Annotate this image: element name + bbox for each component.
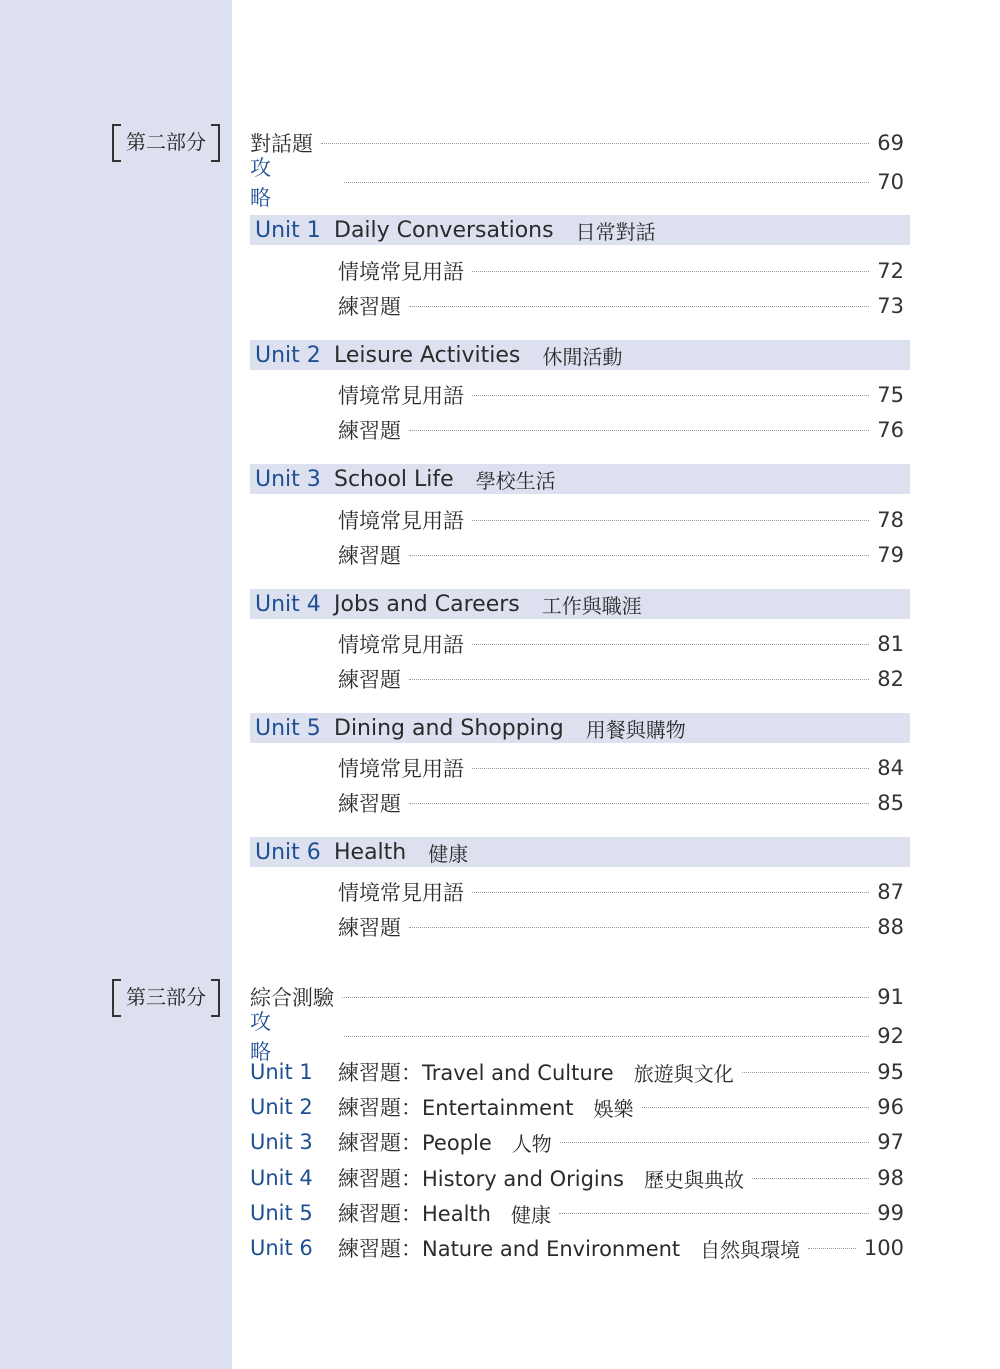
entry-label-zh: 娛樂 (593, 1096, 634, 1121)
entry-label-zh: 歷史與典故 (643, 1167, 744, 1192)
dot-leader (344, 1036, 869, 1037)
unit-number: Unit 3 (255, 466, 321, 492)
page-number: 76 (877, 418, 904, 442)
toc-entry[interactable] (250, 1233, 904, 1263)
page-number: 84 (877, 756, 904, 780)
page-number: 73 (877, 294, 904, 318)
entry-label: 練習題 (338, 419, 401, 443)
entry-label-zh: 人物 (511, 1131, 552, 1156)
entry-label: 情境常見用語 (338, 757, 464, 781)
entry-label: 情境常見用語 (338, 881, 464, 905)
part2-strategy-row[interactable] (250, 156, 904, 210)
unit-title-zh: 休閒活動 (542, 344, 623, 369)
toc-entry[interactable] (250, 1198, 904, 1228)
unit-number: Unit 2 (255, 342, 321, 368)
unit-number: Unit 3 (250, 1130, 313, 1154)
dot-leader (472, 395, 869, 396)
page-number: 69 (877, 131, 904, 155)
unit-title-zh: 學校生活 (475, 468, 556, 493)
page-number: 99 (877, 1201, 904, 1225)
dot-leader (472, 644, 869, 645)
toc-entry[interactable] (338, 415, 904, 445)
unit-header[interactable] (250, 837, 910, 867)
page-number: 75 (877, 383, 904, 407)
toc-entry[interactable] (250, 1092, 904, 1122)
toc-entry[interactable] (338, 540, 904, 570)
dot-leader (472, 271, 869, 272)
unit-title-en: Dining and Shopping (334, 715, 564, 741)
toc-entry[interactable] (338, 753, 904, 783)
dot-leader (409, 555, 869, 556)
unit-number: Unit 1 (255, 217, 321, 243)
part3-label: 第三部分 (112, 979, 220, 1015)
page-number: 88 (877, 915, 904, 939)
dot-leader (742, 1072, 870, 1073)
dot-leader (472, 520, 869, 521)
part3-title-row[interactable] (250, 982, 904, 1012)
entry-label-zh: 旅遊與文化 (633, 1061, 734, 1086)
unit-number: Unit 4 (255, 591, 321, 617)
dot-leader (409, 679, 869, 680)
page-number: 98 (877, 1166, 904, 1190)
entry-label: 練習題 (338, 792, 401, 816)
unit-number: Unit 5 (250, 1201, 313, 1225)
unit-header[interactable] (250, 589, 910, 619)
toc-entry[interactable] (250, 1057, 904, 1087)
page-number: 96 (877, 1095, 904, 1119)
unit-title-zh: 健康 (428, 841, 469, 866)
entry-label: 練習題 (338, 916, 401, 940)
entry-label: 練習題：History and Origins (338, 1167, 624, 1191)
page-number: 91 (877, 985, 904, 1009)
unit-title-en: Health (334, 839, 407, 865)
entry-label: 情境常見用語 (338, 509, 464, 533)
part2-title: 對話題 (250, 132, 313, 156)
unit-number: Unit 1 (250, 1060, 313, 1084)
page-number: 92 (877, 1024, 904, 1048)
unit-header[interactable] (250, 215, 910, 245)
toc-entry[interactable] (338, 291, 904, 321)
entry-label: 練習題 (338, 544, 401, 568)
unit-header[interactable] (250, 464, 910, 494)
dot-leader (472, 768, 869, 769)
dot-leader (342, 997, 869, 998)
entry-label: 練習題：Health (338, 1202, 491, 1226)
dot-leader (409, 430, 869, 431)
page-number: 70 (877, 170, 904, 194)
entry-label: 練習題：Nature and Environment (338, 1237, 681, 1261)
entry-label-zh: 自然與環境 (700, 1237, 801, 1262)
entry-label: 練習題 (338, 668, 401, 692)
part2-title-row[interactable] (250, 128, 904, 158)
part2-label: 第二部分 (112, 124, 220, 160)
page-number: 82 (877, 667, 904, 691)
page-number: 87 (877, 880, 904, 904)
dot-leader (321, 143, 869, 144)
unit-header[interactable] (250, 340, 910, 370)
page-number: 79 (877, 543, 904, 567)
toc-entry[interactable] (250, 1163, 904, 1193)
toc-entry[interactable] (338, 877, 904, 907)
part3-title: 綜合測驗 (250, 986, 334, 1010)
page-number: 95 (877, 1060, 904, 1084)
unit-number: Unit 5 (255, 715, 321, 741)
entry-label: 練習題：Entertainment (338, 1096, 574, 1120)
dot-leader (560, 1142, 869, 1143)
entry-label: 練習題 (338, 295, 401, 319)
unit-title-en: Leisure Activities (334, 342, 521, 368)
unit-number: Unit 6 (255, 839, 321, 865)
dot-leader (409, 803, 869, 804)
page-number: 97 (877, 1130, 904, 1154)
part3-strategy-row[interactable] (250, 1010, 904, 1064)
page-number: 78 (877, 508, 904, 532)
entry-label: 情境常見用語 (338, 384, 464, 408)
toc-entry[interactable] (250, 1127, 904, 1157)
strategy-label: 攻 略 (250, 156, 295, 210)
dot-leader (409, 306, 869, 307)
page-number: 85 (877, 791, 904, 815)
dot-leader (344, 182, 869, 183)
toc-entry[interactable] (338, 788, 904, 818)
unit-header[interactable] (250, 713, 910, 743)
dot-leader (808, 1248, 856, 1249)
toc-entry[interactable] (338, 256, 904, 286)
sidebar-band (0, 0, 232, 1369)
entry-label: 練習題：Travel and Culture (338, 1061, 614, 1085)
unit-title-zh: 用餐與購物 (585, 717, 686, 742)
strategy-label: 攻 略 (250, 1010, 295, 1064)
dot-leader (642, 1107, 870, 1108)
toc-entry[interactable] (338, 629, 904, 659)
toc-entry[interactable] (338, 664, 904, 694)
toc-entry[interactable] (338, 380, 904, 410)
toc-entry[interactable] (338, 912, 904, 942)
entry-label: 情境常見用語 (338, 260, 464, 284)
entry-label-zh: 健康 (510, 1202, 551, 1227)
unit-title-en: School Life (334, 466, 454, 492)
page-number: 100 (863, 1236, 904, 1260)
dot-leader (559, 1213, 869, 1214)
unit-number: Unit 6 (250, 1236, 313, 1260)
unit-title-zh: 日常對話 (575, 219, 656, 244)
page-number: 72 (877, 259, 904, 283)
unit-number: Unit 2 (250, 1095, 313, 1119)
unit-title-en: Jobs and Careers (334, 591, 520, 617)
page-number: 81 (877, 632, 904, 656)
toc-entry[interactable] (338, 505, 904, 535)
dot-leader (472, 892, 869, 893)
entry-label: 情境常見用語 (338, 633, 464, 657)
unit-title-zh: 工作與職涯 (541, 593, 642, 618)
unit-number: Unit 4 (250, 1166, 313, 1190)
entry-label: 練習題：People (338, 1131, 492, 1155)
unit-title-en: Daily Conversations (334, 217, 554, 243)
dot-leader (752, 1178, 869, 1179)
dot-leader (409, 927, 869, 928)
